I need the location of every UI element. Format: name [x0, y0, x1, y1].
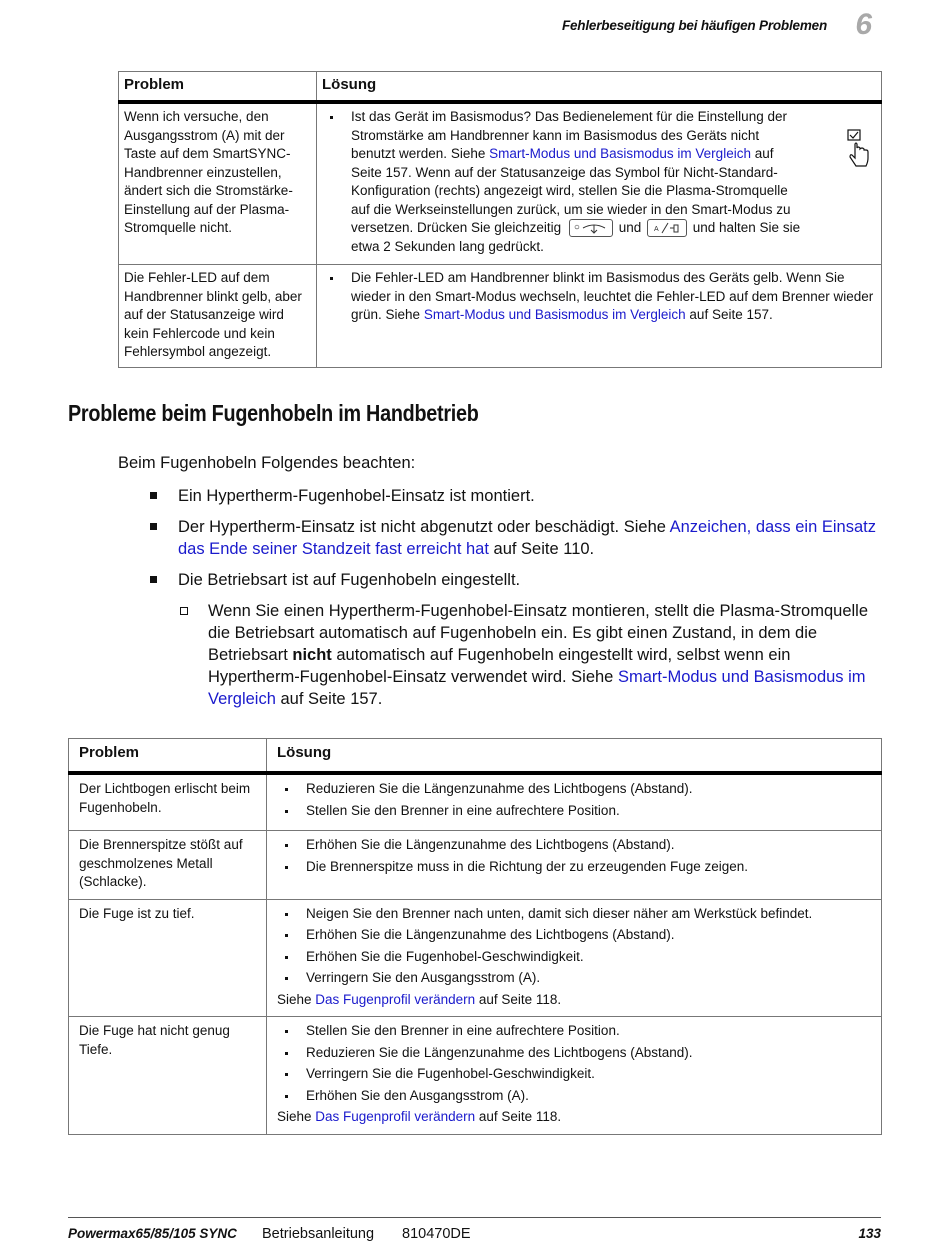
svg-text:A: A	[653, 225, 659, 233]
amperage-key-icon	[647, 219, 687, 237]
footer-doc-type: Betriebsanleitung	[262, 1226, 375, 1242]
table-row	[69, 899, 882, 1017]
gouging-problem-table	[68, 738, 882, 1135]
table-row	[119, 265, 882, 368]
torch-key-icon: ○	[569, 219, 613, 237]
section-title: Probleme beim Fugenhobeln im Handbetrieb	[68, 400, 479, 426]
table-row	[119, 102, 882, 265]
solution-cell	[317, 102, 882, 265]
link-smart-basismodus[interactable]: Smart-Modus und Basismodus im Vergleich	[489, 146, 751, 161]
link-fugenprofil[interactable]: Das Fugenprofil verändern	[315, 991, 476, 1007]
footer-divider	[68, 1217, 881, 1218]
solution-item: Neigen Sie den Brenner nach unten, damit sich dieser näher am Werkstück befindet.	[277, 905, 871, 924]
intro-text: Beim Fugenhobeln Folgendes beachten:	[118, 454, 416, 472]
solution-item: Ist das Gerät im Basismodus? Das Bedienelement für die Einstellung der Stromstärke am Handbrenner kann im Basismodus des Geräts nicht benutzt werden. Siehe Smart-Modus und Basismodus im Vergleich auf Seite 157. Wenn auf der Statusanzeige das Symbol für Nicht-Standard-Konfiguration (rechts) angezeigt wird, stellen Sie die Plasma-Stromquelle auf die Werkseinstellungen zurück, um sie wieder in den Smart-Modus zu versetzen. Drücken Sie gleichzeitig ○ und A und halten Sie sie etwa 2 Sekunden lang gedrückt.	[322, 108, 876, 256]
table-row	[69, 831, 882, 900]
sub-list-item: Wenn Sie einen Hypertherm-Fugenhobel-Einsatz montieren, stellt die Plasma-Stromquelle die Betriebsart automatisch auf Fugenhobeln ein. Es gibt einen Zustand, in dem die Betriebsart nicht automatisch auf Fugenhobeln eingestellt wird, selbst wenn ein Hypertherm-Fugenhobel-Einsatz verwendet wird. Siehe Smart-Modus und Basismodus im Vergleich auf Seite 157.	[148, 600, 878, 710]
solution-item: Reduzieren Sie die Längenzunahme des Lichtbogens (Abstand).	[277, 1044, 871, 1063]
problem-cell: Wenn ich versuche, den Ausgangsstrom (A) mit der Taste auf dem SmartSYNC-Handbrenner einzustellen, ändert sich die Stromstärke-Einstellung auf der Plasma-Stromquelle nicht.	[119, 102, 317, 265]
page-footer	[68, 1226, 881, 1242]
solution-item: Die Fehler-LED am Handbrenner blinkt im Basismodus des Geräts gelb. Wenn Sie wieder in den Smart-Modus wechseln, leuchtet die Fehler-LED auf dem Brenner wieder grün. Siehe Smart-Modus und Basismodus im Vergleich auf Seite 157.	[322, 269, 876, 325]
link-einsatz-standzeit[interactable]: Anzeichen, dass ein Einsatz das Ende seiner Standzeit fast erreicht hat	[178, 518, 876, 558]
solution-item: Stellen Sie den Brenner in eine aufrechtere Position.	[277, 802, 871, 821]
solution-item: Erhöhen Sie die Längenzunahme des Lichtbogens (Abstand).	[277, 926, 871, 945]
problem-cell: Der Lichtbogen erlischt beim Fugenhobeln.	[69, 773, 267, 831]
solution-item: Erhöhen Sie die Fugenhobel-Geschwindigkeit.	[277, 948, 871, 967]
solution-cell	[267, 773, 882, 831]
gouging-checklist	[148, 485, 878, 710]
link-smart-basismodus[interactable]: Smart-Modus und Basismodus im Vergleich	[423, 307, 686, 322]
solution-item: Verringern Sie den Ausgangsstrom (A).	[277, 969, 871, 988]
problem-cell: Die Fuge hat nicht genug Tiefe.	[69, 1017, 267, 1135]
solution-cell	[267, 831, 882, 900]
list-item: Die Betriebsart ist auf Fugenhobeln eingestellt.	[148, 569, 878, 591]
running-header: Fehlerbeseitigung bei häufigen Problemen	[561, 18, 827, 33]
solution-cell	[317, 265, 882, 368]
smartsync-problem-table	[118, 71, 882, 368]
table-row	[69, 773, 882, 831]
solution-cell	[267, 1017, 882, 1135]
solution-item: Erhöhen Sie die Längenzunahme des Lichtbogens (Abstand).	[277, 836, 871, 855]
link-fugenprofil[interactable]: Das Fugenprofil verändern	[315, 1109, 476, 1124]
table-row	[69, 1017, 882, 1135]
solution-item: Die Brennerspitze muss in die Richtung der zu erzeugenden Fuge zeigen.	[277, 858, 871, 877]
problem-cell: Die Brennerspitze stößt auf geschmolzenes Metall (Schlacke).	[69, 831, 267, 900]
problem-cell: Die Fehler-LED auf dem Handbrenner blinkt gelb, aber auf der Statusanzeige wird kein Fehlercode und kein Fehlersymbol angezeigt.	[119, 265, 317, 368]
list-item: Ein Hypertherm-Fugenhobel-Einsatz ist montiert.	[148, 485, 878, 507]
solution-item: Erhöhen Sie den Ausgangsstrom (A).	[277, 1087, 871, 1106]
see-also: Siehe Das Fugenprofil verändern auf Seite 118.	[277, 1109, 562, 1124]
solution-cell	[267, 899, 882, 1017]
list-item: Der Hypertherm-Einsatz ist nicht abgenutzt oder beschädigt. Siehe Anzeichen, dass ein Einsatz das Ende seiner Standzeit fast erreicht hat auf Seite 110.	[148, 516, 878, 560]
non-standard-config-icon	[806, 108, 876, 158]
solution-item: Verringern Sie die Fugenhobel-Geschwindigkeit.	[277, 1065, 871, 1084]
footer-product: Powermax65/85/105 SYNC	[68, 1226, 237, 1241]
problem-cell: Die Fuge ist zu tief.	[69, 899, 267, 1017]
column-header-solution: Lösung	[267, 739, 882, 774]
link-smart-basismodus[interactable]: Smart-Modus und Basismodus im Vergleich	[208, 668, 866, 708]
column-header-problem: Problem	[119, 72, 317, 103]
see-also: Siehe Das Fugenprofil verändern auf Seite 118.	[277, 991, 562, 1007]
chapter-number: 6	[855, 8, 872, 41]
solution-item: Stellen Sie den Brenner in eine aufrechtere Position.	[277, 1022, 871, 1041]
column-header-problem: Problem	[69, 739, 267, 774]
page-number: 133	[858, 1226, 881, 1241]
solution-item: Reduzieren Sie die Längenzunahme des Lichtbogens (Abstand).	[277, 780, 871, 799]
footer-doc-code: 810470DE	[402, 1226, 471, 1242]
column-header-solution: Lösung	[317, 72, 882, 103]
